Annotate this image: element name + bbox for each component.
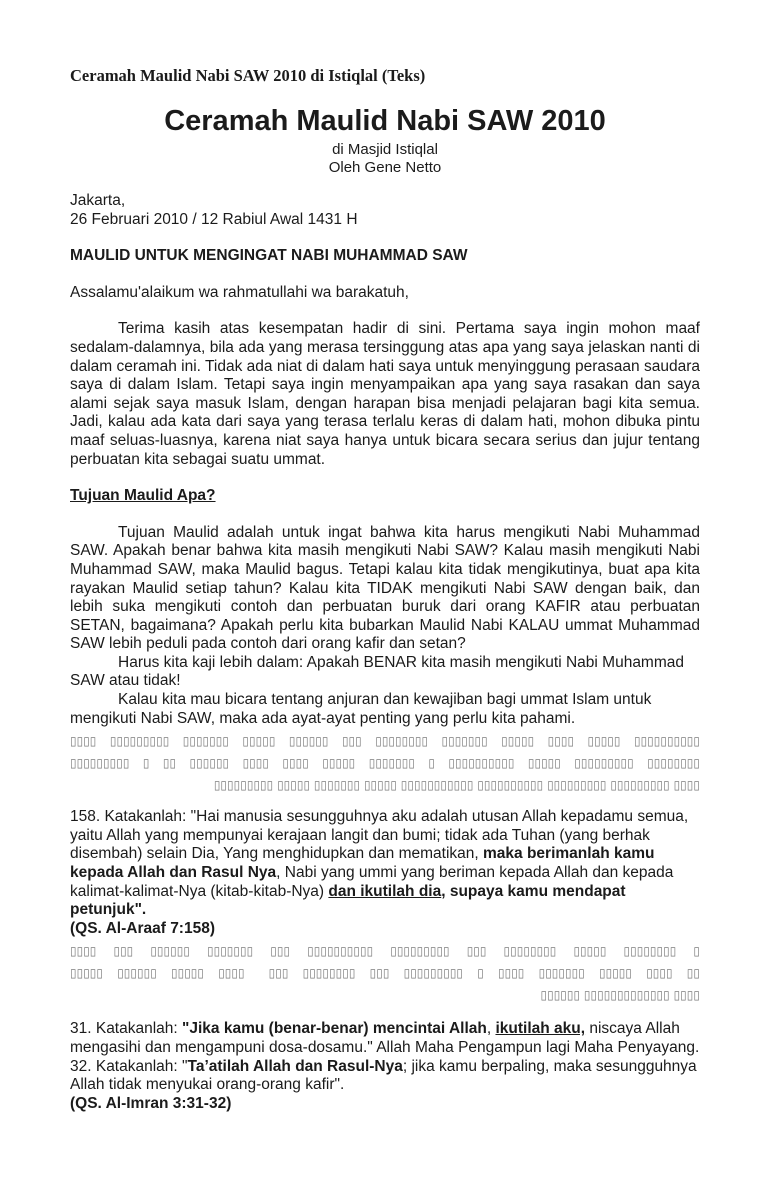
arabic-line: ▯▯▯▯ ▯▯▯▯▯▯▯▯▯ ▯▯▯▯▯▯▯ ▯▯▯▯▯ ▯▯▯▯▯▯ ▯▯▯ ▯▯▯▯▯▯▯▯ ▯▯▯▯▯▯▯ ▯▯▯▯▯ ▯▯▯▯ ▯▯▯▯▯ ▯▯▯▯▯▯▯▯▯▯: [70, 734, 700, 749]
verse-32-text: ; jika kamu berpaling, maka sesungguhnya Allah tidak menyukai orang-orang kafir".: [70, 1057, 697, 1094]
verse-32-bold-phrase: Ta’atilah Allah dan Rasul-Nya: [187, 1057, 403, 1075]
dateline-date: 26 Februari 2010 / 12 Rabiul Awal 1431 H: [70, 210, 358, 228]
verse-158-text: 158. Katakanlah: "Hai manusia sesungguhnya aku adalah utusan Allah kepadamu semua, yaitu Allah yang mempunyai kerajaan langit dan bumi; tidak ada Tuhan (yang berhak disembah) selain Dia, Yang menghidupkan dan mematikan,: [70, 808, 689, 863]
dateline: [70, 192, 700, 229]
verse-158-bold-phrase: maka berimanlah kamu kepada Allah dan Rasul Nya: [70, 845, 655, 882]
arabic-text-block-2: [70, 940, 700, 1006]
main-title: Ceramah Maulid Nabi SAW 2010: [164, 105, 606, 137]
verse-31-text: ,: [486, 1020, 496, 1038]
section-heading: MAULID UNTUK MENGINGAT NABI MUHAMMAD SAW: [70, 247, 468, 265]
arabic-line: ▯▯▯▯▯▯▯▯▯ ▯ ▯▯ ▯▯▯▯▯▯ ▯▯▯▯ ▯▯▯▯ ▯▯▯▯▯ ▯▯▯▯▯▯▯ ▯ ▯▯▯▯▯▯▯▯▯▯ ▯▯▯▯▯ ▯▯▯▯▯▯▯▯▯ ▯▯▯▯▯▯▯▯: [70, 756, 700, 771]
paragraph-harus: Harus kita kaji lebih dalam: Apakah BENAR kita masih mengikuti Nabi Muhammad SAW atau tidak!: [70, 653, 684, 690]
subheading-tujuan: Tujuan Maulid Apa?: [70, 487, 216, 505]
arabic-line: ▯▯▯▯▯▯▯▯▯ ▯▯▯▯▯ ▯▯▯▯▯▯▯ ▯▯▯▯▯ ▯▯▯▯▯▯▯▯▯▯▯ ▯▯▯▯▯▯▯▯▯▯ ▯▯▯▯▯▯▯▯▯ ▯▯▯▯▯▯▯▯▯ ▯▯▯▯: [213, 778, 700, 793]
verse-31-bold-phrase: "Jika kamu (benar-benar) mencintai Allah: [182, 1020, 487, 1038]
verse-158-underlined-phrase: dan ikutilah dia: [328, 882, 442, 900]
subtitle-author: Oleh Gene Netto: [328, 158, 442, 176]
verse-31-text: niscaya Allah mengasihi dan mengampuni dosa-dosamu." Allah Maha Pengampun lagi Maha Penyayang.: [70, 1020, 700, 1056]
document-header-title: Ceramah Maulid Nabi SAW 2010 di Istiqlal (Teks): [70, 66, 426, 85]
dateline-city: Jakarta,: [70, 192, 126, 209]
arabic-line: ▯▯▯▯▯ ▯▯▯▯▯▯ ▯▯▯▯▯ ▯▯▯▯ ▯▯▯ ▯▯▯▯▯▯▯▯ ▯▯▯ ▯▯▯▯▯▯▯▯▯ ▯ ▯▯▯▯ ▯▯▯▯▯▯▯ ▯▯▯▯▯ ▯▯▯▯ ▯▯: [70, 966, 700, 981]
verse-158-text: , Nabi yang ummi yang beriman kepada Allah dan kepada kalimat-kalimat-Nya (kitab-kitab-Nya): [70, 864, 674, 900]
paragraph-tujuan: Tujuan Maulid adalah untuk ingat bahwa kita harus mengikuti Nabi Muhammad SAW. Apakah benar bahwa kita masih mengikuti Nabi SAW? Kalau masih mengikuti Nabi Muhammad SAW, maka Maulid bagus. Tetapi kalau kita tidak mengikutinya, buat apa kita rayakan Maulid setiap tahun? Kalau kita TIDAK mengikuti Nabi SAW dengan baik, dan lebih suka mengikuti contoh dan perbuatan buruk dari orang KAFIR atau perbuatan SETAN, bagaimana? Apakah perlu kita bubarkan Maulid Nabi KALAU ummat Muhammad SAW lebih peduli pada contoh dari orang kafir dan setan?: [70, 523, 700, 653]
arabic-line: ▯▯▯▯ ▯▯▯ ▯▯▯▯▯▯ ▯▯▯▯▯▯▯ ▯▯▯ ▯▯▯▯▯▯▯▯▯▯ ▯▯▯▯▯▯▯▯▯ ▯▯▯ ▯▯▯▯▯▯▯▯ ▯▯▯▯▯ ▯▯▯▯▯▯▯▯ ▯: [70, 944, 700, 959]
verse-158-bold-phrase: , supaya kamu mendapat petunjuk".: [70, 882, 626, 919]
verse-158-reference: (QS. Al-Araaf 7:158): [70, 919, 215, 937]
arabic-text-block-1: [70, 730, 700, 796]
verse-32-text: 32. Katakanlah: ": [70, 1057, 188, 1075]
title-block: [70, 106, 700, 176]
verse-31-text: 31. Katakanlah:: [70, 1020, 183, 1038]
salutation: Assalamu'alaikum wa rahmatullahi wa barakatuh,: [70, 283, 409, 301]
verse-158: [70, 808, 700, 920]
subtitle-location: di Masjid Istiqlal: [332, 141, 438, 158]
verse-31-32: [70, 1020, 700, 1094]
verse-31-32-reference: (QS. Al-Imran 3:31-32): [70, 1094, 232, 1112]
verse-31-underlined-phrase: ikutilah aku,: [495, 1020, 586, 1038]
paragraph-intro: Terima kasih atas kesempatan hadir di sini. Pertama saya ingin mohon maaf sedalam-dalamnya, bila ada yang merasa tersinggung atas apa yang saya jelaskan nanti di dalam ceramah ini. Tidak ada niat di dalam hati saya untuk menyinggung perasaan saudara saya di dalam Islam. Tetapi saya ingin menyampaikan apa yang saya rasakan dan saya alami sejak saya masuk Islam, dengan harapan bisa menjadi pelajaran bagi kita semua. Jadi, kalau ada kata dari saya yang terasa terlalu keras di dalam hati, mohon dibuka pintu maaf seluas-luasnya, karena niat saya hanya untuk bicara secara serius dan jujur tentang perbuatan kita sebagai suatu ummat.: [70, 320, 700, 468]
paragraph-kalau: Kalau kita mau bicara tentang anjuran dan kewajiban bagi ummat Islam untuk mengikuti Nabi SAW, maka ada ayat-ayat penting yang perlu kita pahami.: [70, 691, 652, 727]
arabic-line: ▯▯▯▯▯▯ ▯▯▯▯▯▯▯▯▯▯▯▯▯ ▯▯▯▯: [540, 988, 700, 1003]
